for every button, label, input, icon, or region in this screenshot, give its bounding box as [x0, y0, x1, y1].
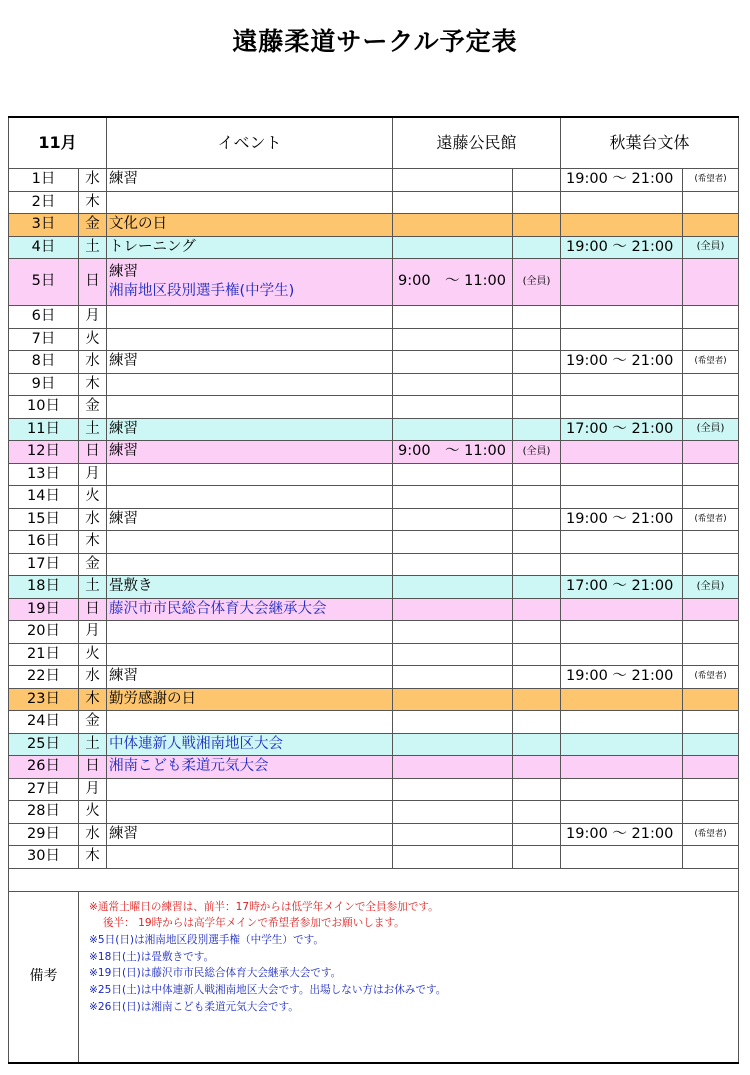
day-row — [9, 328, 739, 351]
venue2-time-cell — [561, 598, 683, 621]
venue1-time-cell — [393, 801, 513, 824]
date-cell: 23日 — [9, 688, 79, 711]
event-cell — [107, 328, 393, 351]
weekday-cell: 木 — [79, 846, 107, 869]
date-cell: 27日 — [9, 778, 79, 801]
event-cell — [107, 531, 393, 554]
venue2-attendance-cell: (希望者) — [683, 508, 739, 531]
venue1-time-cell — [393, 169, 513, 192]
venue1-time-cell — [393, 463, 513, 486]
venue2-attendance-cell — [683, 733, 739, 756]
event-cell: 湘南こども柔道元気大会 — [107, 756, 393, 779]
venue1-time-cell — [393, 508, 513, 531]
event-cell — [107, 463, 393, 486]
weekday-cell: 月 — [79, 621, 107, 644]
weekday-cell: 火 — [79, 643, 107, 666]
venue2-time-cell: 17:00 ～ 21:00 — [561, 418, 683, 441]
weekday-cell: 土 — [79, 236, 107, 259]
venue1-time-cell — [393, 553, 513, 576]
venue2-attendance-cell: (全員) — [683, 236, 739, 259]
venue2-time-cell — [561, 259, 683, 306]
venue2-attendance-cell: (全員) — [683, 576, 739, 599]
remarks-body — [79, 891, 739, 1063]
venue2-attendance-cell — [683, 688, 739, 711]
venue1-attendance-cell — [513, 191, 561, 214]
event-cell — [107, 486, 393, 509]
venue2-attendance-cell: (希望者) — [683, 666, 739, 689]
venue2-time-cell: 19:00 ～ 21:00 — [561, 236, 683, 259]
day-row — [9, 598, 739, 621]
event-cell: 練習 — [107, 823, 393, 846]
event-cell — [107, 643, 393, 666]
day-row — [9, 396, 739, 419]
weekday-cell: 木 — [79, 531, 107, 554]
venue1-time-cell — [393, 328, 513, 351]
remark-note: ※18日(土)は畳敷きです。 — [89, 950, 215, 963]
weekday-cell: 金 — [79, 396, 107, 419]
remark-note: ※26日(日)は湘南こども柔道元気大会です。 — [89, 1000, 299, 1013]
venue1-column-header: 遠藤公民館 — [393, 117, 561, 169]
weekday-cell: 火 — [79, 801, 107, 824]
venue1-time-cell — [393, 711, 513, 734]
remarks-label: 備考 — [9, 891, 79, 1063]
remark-note: ※25日(土)は中体連新人戦湘南地区大会です。出場しない方はお休みです。 — [89, 984, 447, 997]
venue1-attendance-cell — [513, 531, 561, 554]
venue2-attendance-cell — [683, 328, 739, 351]
venue1-time-cell — [393, 598, 513, 621]
day-row — [9, 711, 739, 734]
venue1-time-cell — [393, 214, 513, 237]
venue2-time-cell: 17:00 ～ 21:00 — [561, 576, 683, 599]
venue1-attendance-cell — [513, 553, 561, 576]
day-row — [9, 191, 739, 214]
venue1-time-cell — [393, 688, 513, 711]
venue2-time-cell: 19:00 ～ 21:00 — [561, 666, 683, 689]
venue2-attendance-cell: (希望者) — [683, 169, 739, 192]
day-row — [9, 621, 739, 644]
venue1-time-cell — [393, 486, 513, 509]
event-cell — [107, 396, 393, 419]
venue1-attendance-cell — [513, 236, 561, 259]
day-row — [9, 508, 739, 531]
venue1-time-cell — [393, 396, 513, 419]
venue1-time-cell: 9:00 ～ 11:00 — [393, 259, 513, 306]
event-cell — [107, 711, 393, 734]
venue1-time-cell — [393, 236, 513, 259]
date-cell: 11日 — [9, 418, 79, 441]
day-row — [9, 846, 739, 869]
venue1-attendance-cell — [513, 169, 561, 192]
date-cell: 26日 — [9, 756, 79, 779]
date-cell: 19日 — [9, 598, 79, 621]
venue1-attendance-cell — [513, 643, 561, 666]
venue1-attendance-cell — [513, 666, 561, 689]
blank-cell — [9, 868, 739, 891]
venue1-attendance-cell — [513, 508, 561, 531]
day-row — [9, 169, 739, 192]
date-cell: 18日 — [9, 576, 79, 599]
day-row — [9, 823, 739, 846]
venue2-attendance-cell — [683, 214, 739, 237]
venue2-time-cell — [561, 463, 683, 486]
venue1-time-cell — [393, 643, 513, 666]
day-row — [9, 236, 739, 259]
day-row — [9, 486, 739, 509]
weekday-cell: 日 — [79, 756, 107, 779]
day-row — [9, 778, 739, 801]
venue2-attendance-cell — [683, 486, 739, 509]
venue1-attendance-cell: (全員) — [513, 441, 561, 464]
venue1-attendance-cell — [513, 733, 561, 756]
venue1-attendance-cell — [513, 396, 561, 419]
event-cell: 畳敷き — [107, 576, 393, 599]
day-row — [9, 259, 739, 306]
day-row — [9, 306, 739, 329]
weekday-cell: 日 — [79, 598, 107, 621]
event-cell: トレーニング — [107, 236, 393, 259]
venue1-time-cell — [393, 373, 513, 396]
date-cell: 29日 — [9, 823, 79, 846]
weekday-cell: 水 — [79, 508, 107, 531]
date-cell: 8日 — [9, 351, 79, 374]
date-cell: 7日 — [9, 328, 79, 351]
event-cell — [107, 259, 393, 306]
venue2-time-cell: 19:00 ～ 21:00 — [561, 823, 683, 846]
weekday-cell: 金 — [79, 711, 107, 734]
date-cell: 9日 — [9, 373, 79, 396]
venue1-attendance-cell — [513, 621, 561, 644]
venue2-time-cell: 19:00 ～ 21:00 — [561, 169, 683, 192]
event-cell: 練習 — [107, 508, 393, 531]
venue1-time-cell — [393, 733, 513, 756]
venue1-attendance-cell — [513, 486, 561, 509]
venue1-time-cell — [393, 756, 513, 779]
day-row — [9, 214, 739, 237]
remark-note: ※19日(日)は藤沢市市民総合体育大会継承大会です。 — [89, 967, 342, 980]
weekday-cell: 水 — [79, 823, 107, 846]
venue1-time-cell — [393, 306, 513, 329]
venue2-attendance-cell — [683, 711, 739, 734]
day-row — [9, 463, 739, 486]
venue2-time-cell — [561, 373, 683, 396]
event-column-header: イベント — [107, 117, 393, 169]
venue2-attendance-cell — [683, 598, 739, 621]
event-cell: 藤沢市市民総合体育大会継承大会 — [107, 598, 393, 621]
venue2-time-cell — [561, 733, 683, 756]
date-cell: 14日 — [9, 486, 79, 509]
date-cell: 1日 — [9, 169, 79, 192]
venue2-attendance-cell: (希望者) — [683, 351, 739, 374]
day-row — [9, 733, 739, 756]
venue1-time-cell — [393, 666, 513, 689]
event-cell: 勤労感謝の日 — [107, 688, 393, 711]
venue1-time-cell: 9:00 ～ 11:00 — [393, 441, 513, 464]
venue2-attendance-cell — [683, 373, 739, 396]
venue2-time-cell — [561, 214, 683, 237]
venue1-attendance-cell — [513, 576, 561, 599]
month-heading: 11月 — [9, 117, 107, 169]
venue1-attendance-cell — [513, 688, 561, 711]
venue1-attendance-cell — [513, 778, 561, 801]
weekday-cell: 月 — [79, 463, 107, 486]
day-row — [9, 531, 739, 554]
weekday-cell: 月 — [79, 778, 107, 801]
venue1-attendance-cell — [513, 306, 561, 329]
venue1-attendance-cell — [513, 463, 561, 486]
date-cell: 12日 — [9, 441, 79, 464]
venue2-time-cell — [561, 328, 683, 351]
event-cell — [107, 778, 393, 801]
weekday-cell: 金 — [79, 214, 107, 237]
event-cell — [107, 191, 393, 214]
weekday-cell: 土 — [79, 576, 107, 599]
event-cell: 練習 — [107, 418, 393, 441]
event-cell: 中体連新人戦湘南地区大会 — [107, 733, 393, 756]
date-cell: 16日 — [9, 531, 79, 554]
weekday-cell: 木 — [79, 688, 107, 711]
date-cell: 20日 — [9, 621, 79, 644]
day-row — [9, 553, 739, 576]
weekday-cell: 金 — [79, 553, 107, 576]
venue1-attendance-cell — [513, 756, 561, 779]
date-cell: 13日 — [9, 463, 79, 486]
venue2-time-cell — [561, 191, 683, 214]
event-cell: 文化の日 — [107, 214, 393, 237]
day-row — [9, 801, 739, 824]
day-row — [9, 351, 739, 374]
remark-note: 後半： 19時からは高学年メインで希望者参加でお願いします。 — [89, 917, 405, 930]
venue2-attendance-cell — [683, 553, 739, 576]
venue1-time-cell — [393, 418, 513, 441]
weekday-cell: 火 — [79, 486, 107, 509]
day-row — [9, 666, 739, 689]
date-cell: 21日 — [9, 643, 79, 666]
day-row — [9, 373, 739, 396]
venue2-attendance-cell — [683, 259, 739, 306]
day-row — [9, 756, 739, 779]
venue2-attendance-cell: (全員) — [683, 418, 739, 441]
event-cell: 練習 — [107, 351, 393, 374]
venue2-attendance-cell — [683, 531, 739, 554]
venue1-time-cell — [393, 191, 513, 214]
weekday-cell: 水 — [79, 351, 107, 374]
remarks-row — [9, 891, 739, 1063]
venue1-attendance-cell — [513, 801, 561, 824]
venue1-attendance-cell — [513, 418, 561, 441]
venue1-time-cell — [393, 576, 513, 599]
event-cell — [107, 306, 393, 329]
venue1-attendance-cell — [513, 823, 561, 846]
venue2-time-cell — [561, 643, 683, 666]
date-cell: 6日 — [9, 306, 79, 329]
venue2-attendance-cell — [683, 756, 739, 779]
remark-note: ※5日(日)は湘南地区段別選手権（中学生）です。 — [89, 933, 324, 946]
event-cell — [107, 553, 393, 576]
venue1-attendance-cell — [513, 214, 561, 237]
event-cell: 練習 — [107, 169, 393, 192]
venue2-time-cell: 19:00 ～ 21:00 — [561, 508, 683, 531]
event-cell — [107, 846, 393, 869]
date-cell: 4日 — [9, 236, 79, 259]
day-row — [9, 688, 739, 711]
venue2-time-cell — [561, 778, 683, 801]
venue2-attendance-cell — [683, 463, 739, 486]
venue2-time-cell — [561, 306, 683, 329]
venue1-attendance-cell — [513, 328, 561, 351]
date-cell: 22日 — [9, 666, 79, 689]
venue2-attendance-cell — [683, 846, 739, 869]
weekday-cell: 木 — [79, 191, 107, 214]
venue2-attendance-cell — [683, 643, 739, 666]
day-row — [9, 576, 739, 599]
date-cell: 30日 — [9, 846, 79, 869]
blank-row — [9, 868, 739, 891]
event-cell — [107, 373, 393, 396]
venue2-time-cell — [561, 621, 683, 644]
date-cell: 10日 — [9, 396, 79, 419]
weekday-cell: 水 — [79, 666, 107, 689]
venue1-attendance-cell: (全員) — [513, 259, 561, 306]
schedule-table — [8, 116, 739, 1064]
event-text-secondary: 湘南地区段別選手権(中学生) — [109, 282, 295, 299]
venue2-time-cell — [561, 486, 683, 509]
venue2-attendance-cell — [683, 306, 739, 329]
date-cell: 25日 — [9, 733, 79, 756]
date-cell: 2日 — [9, 191, 79, 214]
venue2-time-cell — [561, 688, 683, 711]
venue1-attendance-cell — [513, 351, 561, 374]
venue1-time-cell — [393, 846, 513, 869]
date-cell: 15日 — [9, 508, 79, 531]
date-cell: 17日 — [9, 553, 79, 576]
venue2-attendance-cell: (希望者) — [683, 823, 739, 846]
day-row — [9, 418, 739, 441]
venue2-time-cell — [561, 441, 683, 464]
venue2-time-cell — [561, 711, 683, 734]
venue2-attendance-cell — [683, 396, 739, 419]
venue2-time-cell — [561, 396, 683, 419]
event-text: 練習 — [109, 264, 138, 281]
page-title: 遠藤柔道サークル予定表 — [232, 27, 518, 56]
weekday-cell: 月 — [79, 306, 107, 329]
date-cell: 5日 — [9, 259, 79, 306]
venue2-time-cell — [561, 801, 683, 824]
venue1-time-cell — [393, 531, 513, 554]
day-row — [9, 643, 739, 666]
event-cell — [107, 621, 393, 644]
venue2-attendance-cell — [683, 621, 739, 644]
venue1-time-cell — [393, 778, 513, 801]
event-cell — [107, 801, 393, 824]
event-cell: 練習 — [107, 666, 393, 689]
venue1-time-cell — [393, 351, 513, 374]
weekday-cell: 日 — [79, 259, 107, 306]
weekday-cell: 土 — [79, 418, 107, 441]
venue1-time-cell — [393, 621, 513, 644]
weekday-cell: 木 — [79, 373, 107, 396]
venue2-time-cell: 19:00 ～ 21:00 — [561, 351, 683, 374]
table-header-row — [9, 117, 739, 169]
venue2-column-header: 秋葉台文体 — [561, 117, 739, 169]
date-cell: 24日 — [9, 711, 79, 734]
venue2-time-cell — [561, 846, 683, 869]
event-cell: 練習 — [107, 441, 393, 464]
venue2-attendance-cell — [683, 191, 739, 214]
venue2-time-cell — [561, 531, 683, 554]
weekday-cell: 土 — [79, 733, 107, 756]
venue2-attendance-cell — [683, 801, 739, 824]
weekday-cell: 水 — [79, 169, 107, 192]
weekday-cell: 日 — [79, 441, 107, 464]
venue1-attendance-cell — [513, 373, 561, 396]
venue2-attendance-cell — [683, 778, 739, 801]
remark-note: ※通常土曜日の練習は、前半：17時からは低学年メインで全員参加です。 — [89, 900, 439, 913]
day-row — [9, 441, 739, 464]
venue2-time-cell — [561, 553, 683, 576]
venue1-attendance-cell — [513, 598, 561, 621]
venue2-time-cell — [561, 756, 683, 779]
venue2-attendance-cell — [683, 441, 739, 464]
venue1-attendance-cell — [513, 846, 561, 869]
date-cell: 3日 — [9, 214, 79, 237]
venue1-attendance-cell — [513, 711, 561, 734]
date-cell: 28日 — [9, 801, 79, 824]
weekday-cell: 火 — [79, 328, 107, 351]
venue1-time-cell — [393, 823, 513, 846]
